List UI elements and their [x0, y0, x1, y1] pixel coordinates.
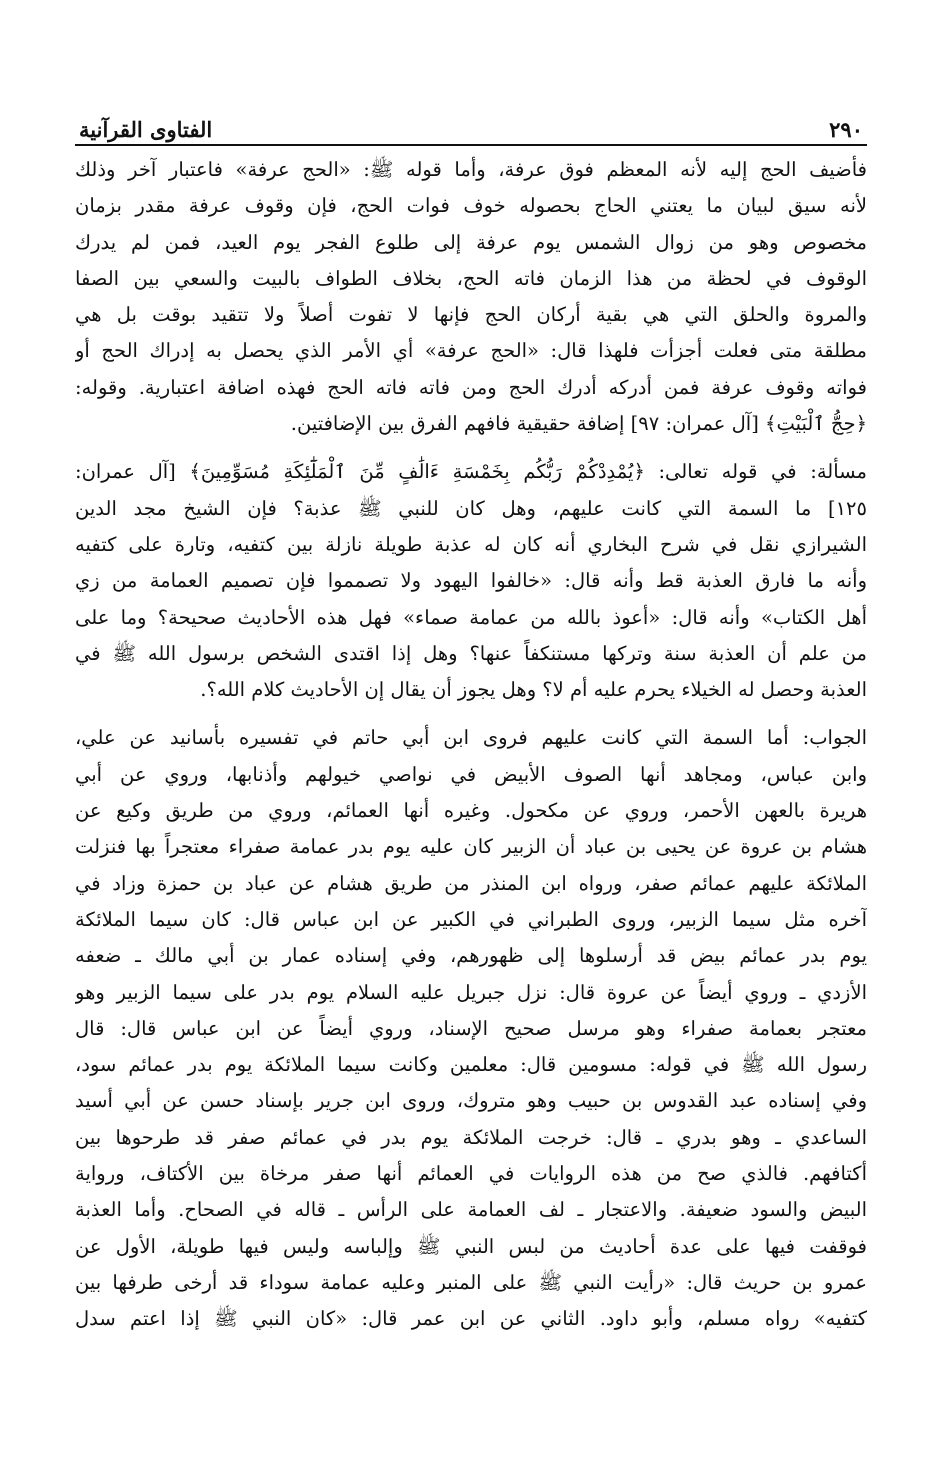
text-line: الملائكة عليهم عمائم صفر، ورواه ابن المنذر من طريق هشام عن عباد بن حمزة وزاد في	[75, 871, 867, 895]
text-line: مخصوص وهو من زوال الشمس يوم عرفة إلى طلوع الفجر يوم العيد، فمن لم يدرك	[75, 230, 867, 254]
text-line: عمرو بن حريث قال: «رأيت النبي ﷺ على المنبر وعليه عمامة سوداء قد أرخى طرفها بين	[75, 1270, 867, 1294]
text-line: معتجر بعمامة صفراء وهو مرسل صحيح الإسناد، وروي أيضاً عن ابن عباس قال: قال	[75, 1016, 867, 1040]
text-line: رسول الله ﷺ في قوله: مسومين قال: معلمين وكانت سيما الملائكة يوم بدر عمائم سود،	[75, 1053, 867, 1077]
text-line: هريرة بالعهن الأحمر، وروي عن مكحول. وغيره أنها العمائم، وروي من طريق وكيع عن	[75, 799, 867, 823]
text-line: فواته وقوف عرفة فمن أدركه أدرك الحج ومن فاته فاته الحج فهذه اضافة اعتبارية. وقوله:	[75, 375, 867, 399]
text-line: فأضيف الحج إليه لأنه المعظم فوق عرفة، وأما قوله ﷺ: «الحج عرفة» فاعتبار آخر وذلك	[75, 158, 867, 181]
text-line: والمروة والحلق التي هي بقية أركان الحج فإنها لا تفوت أصلاً ولا تتقيد بوقت بل هي	[75, 303, 867, 327]
text-line: من علم أن العذبة سنة وتركها مستنكفاً عنها؟ وهل إذا اقتدى الشخص برسول الله ﷺ في	[75, 641, 867, 665]
text-line: آخره مثل سيما الزبير، وروى الطبراني في الكبير عن ابن عباس قال: كان سيما الملائكة	[75, 907, 867, 931]
text-line: أهل الكتاب» وأنه قال: «أعوذ بالله من عمامة صماء» فهل هذه الأحاديث صحيحة؟ وما على	[75, 605, 867, 629]
paragraph-continuation	[75, 152, 867, 442]
header-divider	[75, 144, 867, 146]
text-line: وابن عباس، ومجاهد أنها الصوف الأبيض في نواصي خيولهم وأذنابها، وروي عن أبي	[75, 762, 867, 786]
book-title: الفتاوى القرآنية	[79, 117, 213, 142]
text-line: الأزدي ـ وروي أيضاً عن عروة قال: نزل جبريل عليه السلام يوم بدر على سيما الزبير وهو	[75, 980, 867, 1004]
text-line: مسألة: في قوله تعالى: ﴿يُمْدِدْكُمْ رَبُّكُم بِخَمْسَةِ ءَالَٰفٍ مِّنَ ٱلْمَلَٰٓئِكَةِ مُسَوِّمِينَ﴾ [آل عمران:	[75, 460, 867, 484]
text-line: لأنه سيق لبيان ما يعتني الحاج بحصوله خوف فوات الحج، فإن وقوف عرفة مقدر بزمان	[75, 194, 867, 218]
text-line: يوم بدر عمائم بيض قد أرسلوها إلى ظهورهم، وفي إسناده عمار بن أبي مالك ـ ضعفه	[75, 944, 867, 968]
text-line: وأنه ما فارق العذبة قط وأنه قال: «خالفوا اليهود ولا تصمموا فإن تصميم العمامة من زي	[75, 569, 867, 593]
text-line: فوقفت فيها على عدة أحاديث من لبس النبي ﷺ وإلباسه وليس فيها طويلة، الأول عن	[75, 1234, 867, 1258]
book-page	[75, 104, 867, 1338]
text-line: وفي إسناده عبد القدوس بن حبيب وهو متروك، وروى ابن جرير بإسناد حسن عن أبي أسيد	[75, 1089, 867, 1113]
text-line: هشام بن عروة عن يحيى بن عباد أن الزبير كان عليه يوم بدر عمامة صفراء معتجراً بها فنزلت	[75, 835, 867, 859]
text-line: الجواب: أما السمة التي كانت عليهم فروى ابن أبي حاتم في تفسيره بأسانيد عن علي،	[75, 726, 867, 750]
text-line: الوقوف في لحظة من هذا الزمان فاته الحج، بخلاف الطواف بالبيت والسعي بين الصفا	[75, 266, 867, 290]
text-line: ﴿حِجُّ ٱلْبَيْتِ﴾ [آل عمران: ٩٧] إضافة حقيقية فافهم الفرق بين الإضافتين.	[290, 412, 867, 436]
paragraph-answer	[75, 720, 867, 1337]
page-number: ٢٩٠	[829, 117, 863, 142]
paragraph-gap	[75, 442, 867, 454]
paragraph-gap	[75, 708, 867, 720]
paragraph-question	[75, 454, 867, 708]
page-header	[75, 104, 867, 142]
text-line: أكتافهم. فالذي صح من هذه الروايات في العمائم أنها صفر مرخاة بين الأكتاف، ورواية	[75, 1162, 867, 1186]
text-line: الساعدي ـ وهو بدري ـ قال: خرجت الملائكة يوم بدر في عمائم صفر قد طرحوها بين	[75, 1125, 867, 1149]
text-line: العذبة وحصل له الخيلاء يحرم عليه أم لا؟ وهل يجوز أن يقال إن الأحاديث كلام الله؟.	[200, 678, 867, 702]
text-line: مطلقة متى فعلت أجزأت فلهذا قال: «الحج عرفة» أي الأمر الذي يحصل به إدراك الحج أو	[75, 339, 867, 363]
text-line: البيض والسود ضعيفة. والاعتجار ـ لف العمامة على الرأس ـ قاله في الصحاح. وأما العذبة	[75, 1198, 867, 1222]
text-line: كتفيه» رواه مسلم، وأبو داود. الثاني عن ابن عمر قال: «كان النبي ﷺ إذا اعتم سدل	[75, 1307, 867, 1331]
text-line: الشيرازي نقل في شرح البخاري أنه كان له عذبة طويلة نازلة بين كتفيه، وتارة على كتفيه	[75, 532, 867, 556]
text-line: ١٢٥] ما السمة التي كانت عليهم، وهل كان للنبي ﷺ عذبة؟ فإن الشيخ مجد الدين	[75, 496, 867, 520]
